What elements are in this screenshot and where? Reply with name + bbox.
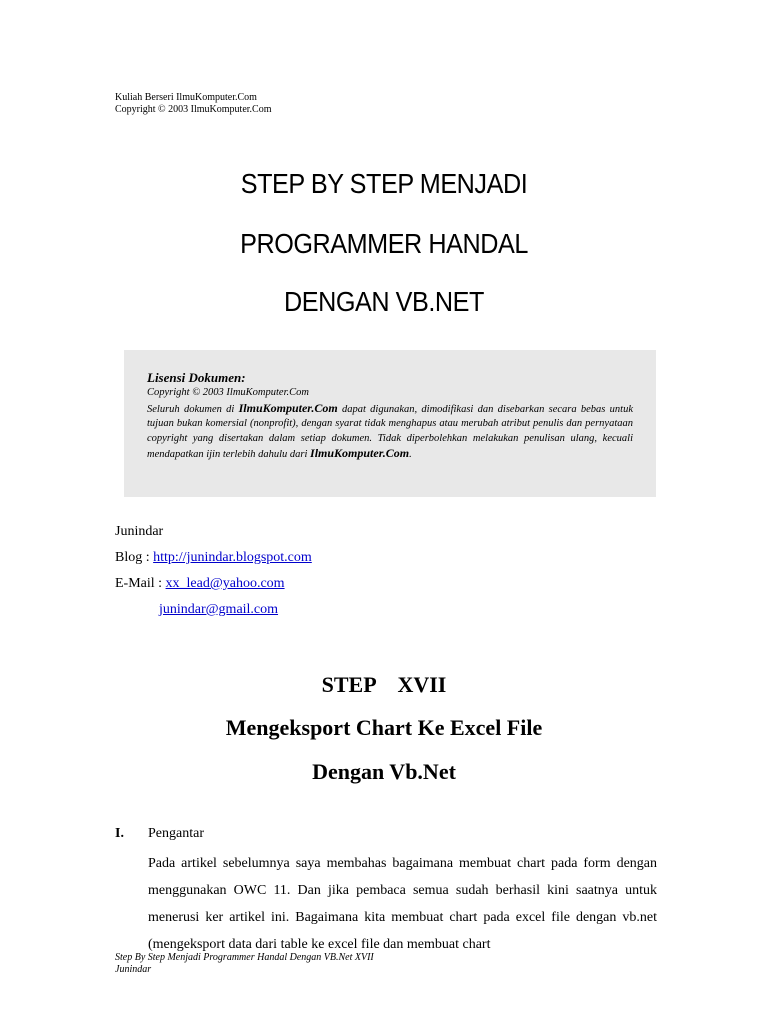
email-label: E-Mail : bbox=[115, 576, 166, 591]
section-title: Pengantar bbox=[148, 826, 204, 841]
license-content bbox=[147, 370, 633, 463]
email-line-2 bbox=[159, 601, 278, 619]
blog-label: Blog : bbox=[115, 550, 154, 565]
footer-author: Junindar bbox=[115, 964, 152, 975]
email-link-1[interactable]: xx_lead@yahoo.com bbox=[165, 576, 285, 591]
license-body bbox=[147, 401, 633, 463]
doc-title-line-2: PROGRAMMER HANDAL bbox=[240, 228, 528, 259]
license-text-c: . bbox=[409, 449, 412, 460]
intro-paragraph: Pada artikel sebelumnya saya membahas bagaimana membuat chart pada form dengan menggunakan OWC 11. Dan jika pembaca semua sudah berhasil kini saatnya untuk menerusi ker artikel ini. Bagaimana kita membuat chart pada excel file dengan vb.net (mengeksport data dari table ke excel file dan membuat chart bbox=[148, 856, 657, 952]
blog-line bbox=[115, 549, 312, 567]
license-brand: IlmuKomputer.Com bbox=[238, 400, 338, 415]
section-number: I. bbox=[115, 826, 124, 841]
step-title: Mengeksport Chart Ke Excel File bbox=[225, 715, 543, 740]
license-text-b: dapat digunakan, dimodifikasi dan disebarkan secara bebas untuk tujuan bukan komersial (nonprofit), dengan syarat tidak menghapus atau merubah atribut penulis dan pernyataan copyright yang disertakan dalam setiap dokumen. Tidak diperbolehkan melakukan penulisan ulang, kecuali mendapatkan ijin terlebih dahulu dari bbox=[147, 403, 634, 460]
license-text-a: Seluruh dokumen di bbox=[147, 403, 235, 415]
step-number: STEP XVII bbox=[321, 672, 447, 697]
footer-title: Step By Step Menjadi Programmer Handal Dengan VB.Net XVII bbox=[115, 952, 374, 963]
header-series: Kuliah Berseri IlmuKomputer.Com bbox=[115, 92, 257, 103]
license-brand-2: IlmuKomputer.Com bbox=[310, 446, 410, 460]
email-link-2[interactable]: junindar@gmail.com bbox=[159, 602, 279, 617]
author-name: Junindar bbox=[115, 524, 164, 539]
license-title: Lisensi Dokumen: bbox=[147, 370, 246, 385]
running-header bbox=[115, 92, 271, 116]
step-subtitle: Dengan Vb.Net bbox=[312, 759, 456, 784]
email-line bbox=[115, 575, 285, 593]
header-copyright: Copyright © 2003 IlmuKomputer.Com bbox=[115, 104, 272, 115]
doc-title-line-3: DENGAN VB.NET bbox=[284, 286, 484, 317]
license-box bbox=[124, 350, 656, 497]
running-footer bbox=[115, 952, 374, 976]
license-copyright: Copyright © 2003 IlmuKomputer.Com bbox=[147, 387, 309, 398]
doc-title-line-1: STEP BY STEP MENJADI bbox=[240, 168, 528, 199]
blog-link[interactable]: http://junindar.blogspot.com bbox=[153, 550, 312, 565]
